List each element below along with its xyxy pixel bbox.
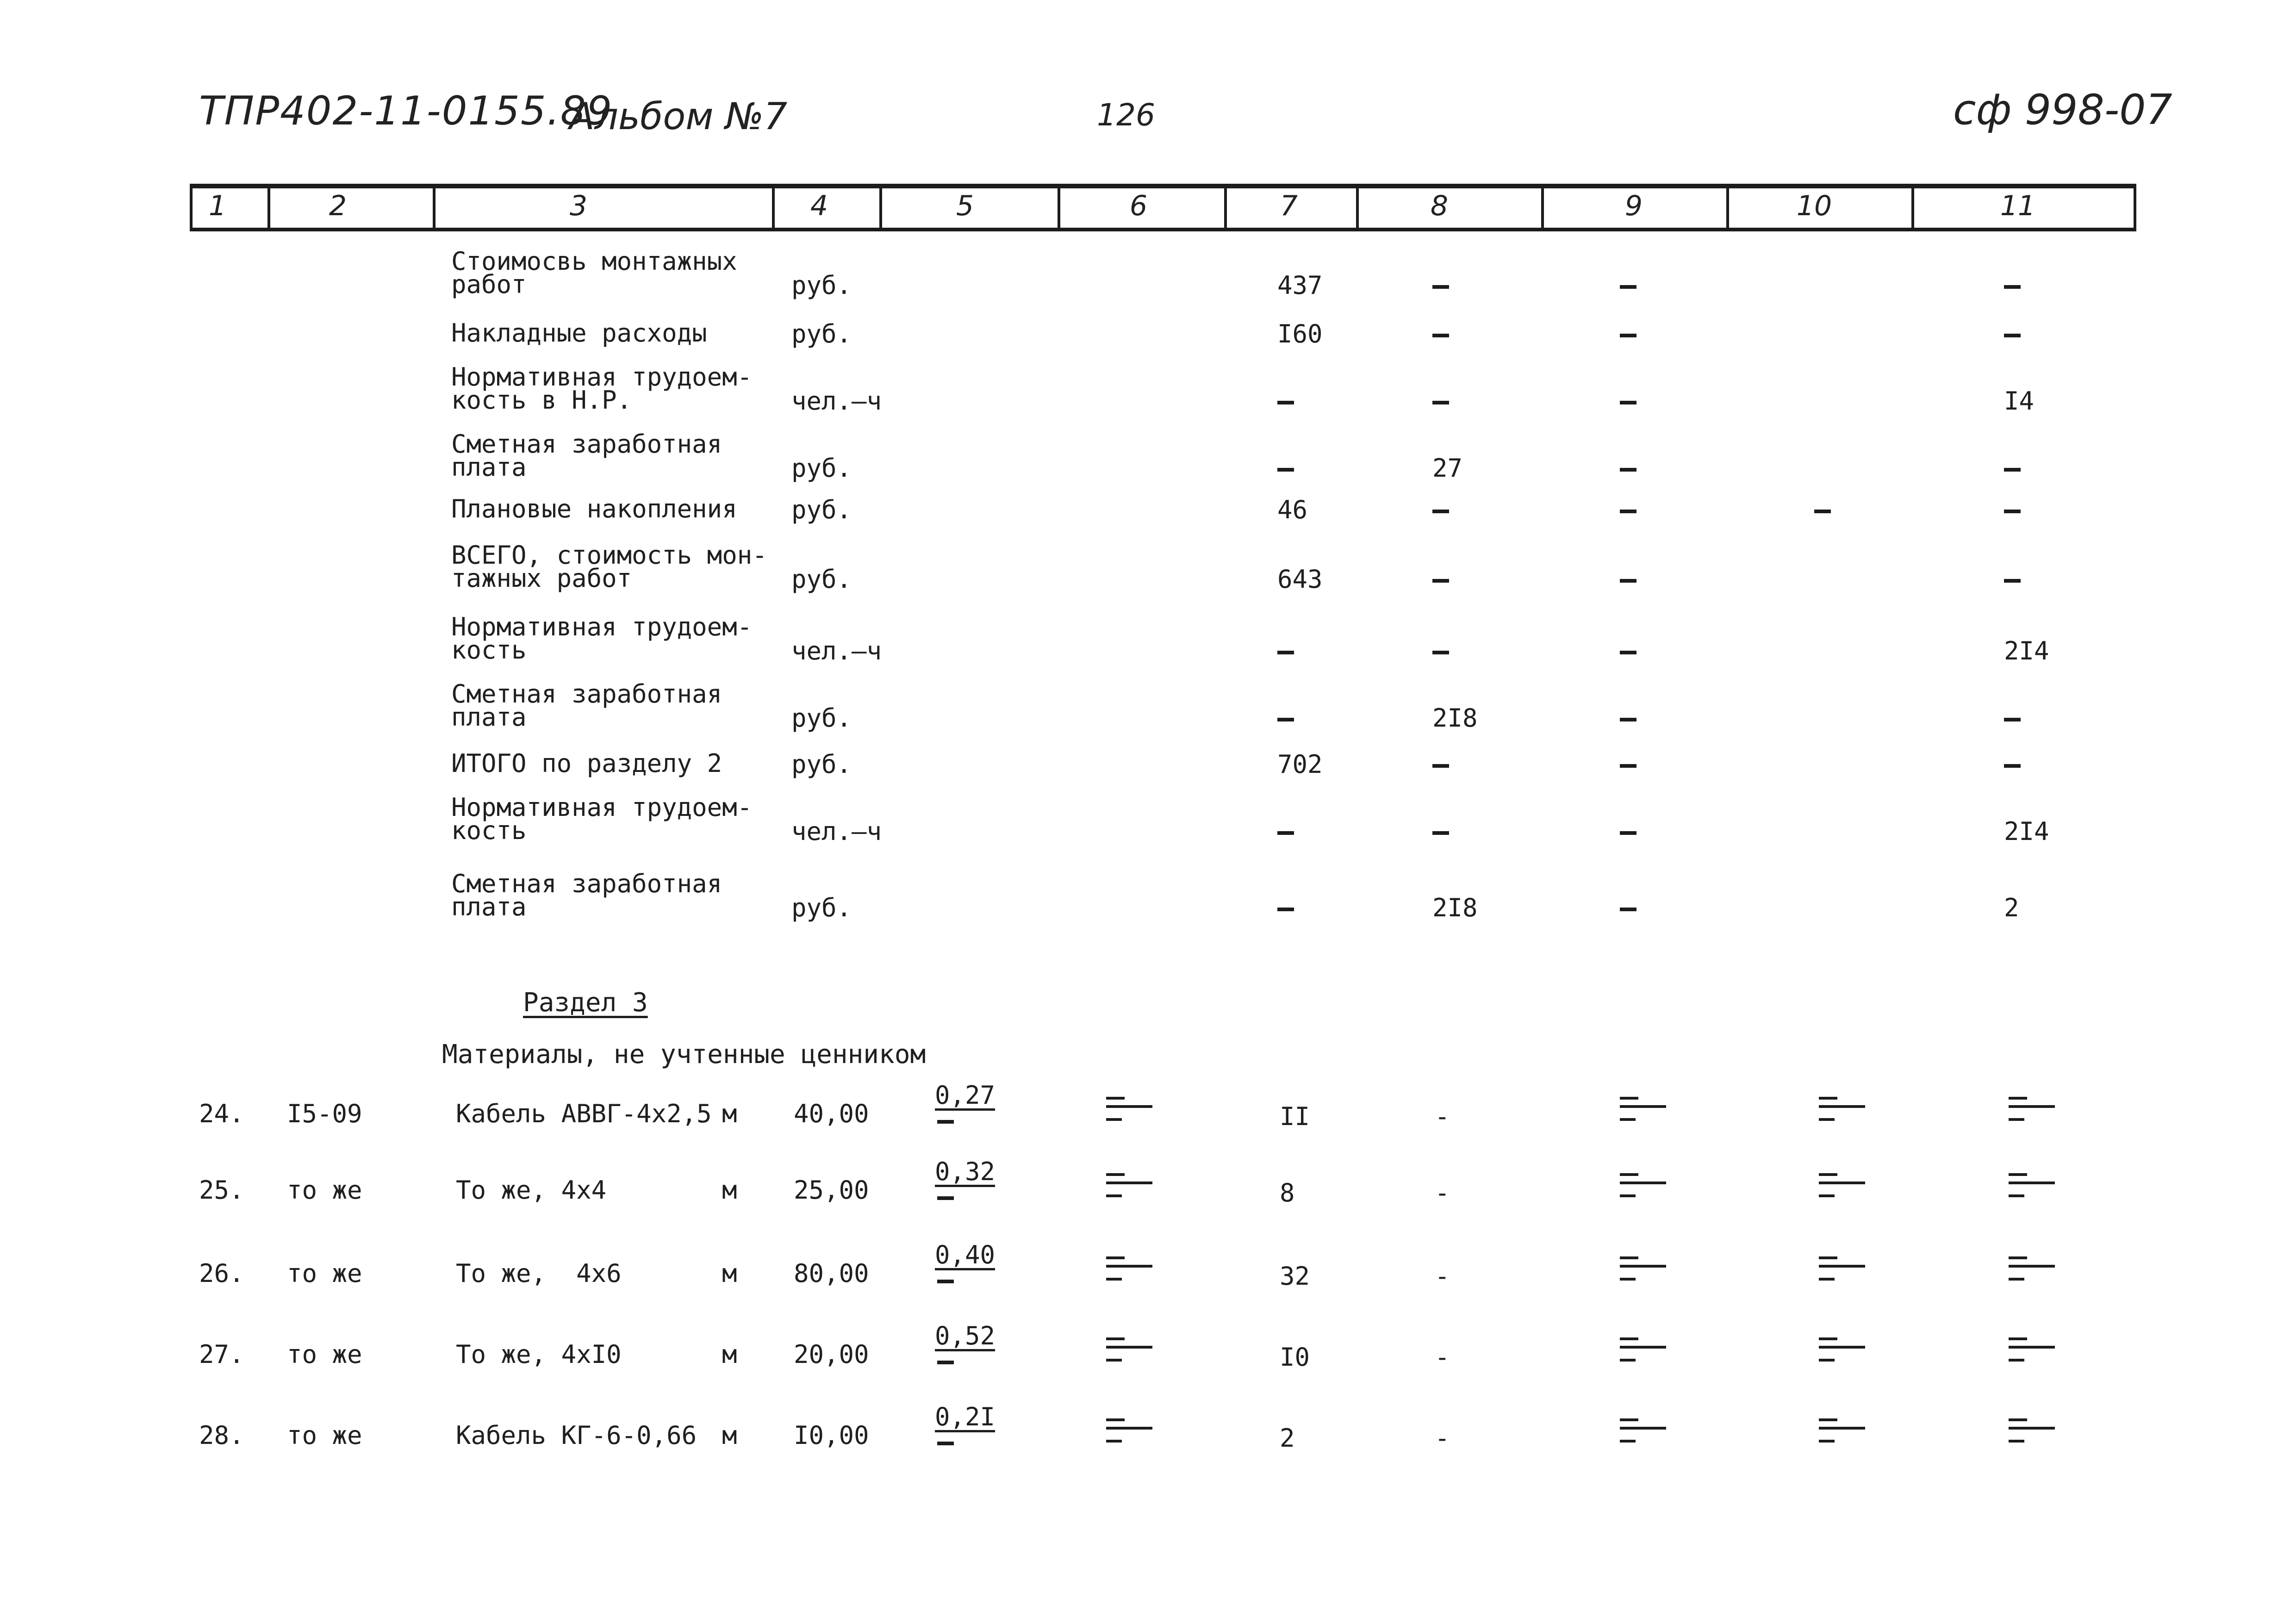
signature-mark: сф 998-07 — [1953, 86, 2172, 134]
row-code: то же — [287, 1175, 362, 1205]
dash-mark — [1620, 651, 1636, 654]
cell-col7: I60 — [1277, 319, 1323, 348]
cell-col8: 2I8 — [1432, 893, 1478, 922]
column-number: 2 — [329, 190, 347, 222]
dash-mark — [937, 1442, 954, 1445]
row-label: ИТОГО по разделу 2 — [451, 749, 722, 778]
double-dash-mark — [2009, 1337, 2060, 1365]
material-name: То же, 4х6 — [456, 1259, 622, 1288]
dash-mark — [1620, 831, 1636, 835]
column-number: 10 — [1796, 190, 1832, 222]
cell-col8: - — [1435, 1343, 1450, 1372]
material-name: То же, 4хI0 — [456, 1340, 622, 1369]
column-separator — [1356, 184, 1359, 231]
double-dash-mark — [1819, 1173, 1870, 1201]
column-separator — [433, 184, 436, 231]
dash-mark — [1432, 334, 1449, 337]
dash-mark — [1432, 401, 1449, 404]
dash-mark — [2004, 468, 2021, 472]
row-unit: руб. — [791, 703, 852, 733]
section-3-subtitle: Материалы, не учтенные ценником — [442, 1039, 926, 1070]
column-number: 7 — [1280, 190, 1298, 222]
cell-col8: 2I8 — [1432, 703, 1478, 733]
dash-mark — [1277, 401, 1294, 404]
double-dash-mark — [1106, 1256, 1157, 1284]
dash-mark — [1620, 718, 1636, 721]
column-number: 1 — [208, 190, 227, 222]
cell-col7: 702 — [1277, 750, 1323, 779]
column-number: 8 — [1430, 190, 1449, 222]
row-label: Сметная заработная плата — [451, 869, 722, 921]
dash-mark — [1432, 764, 1449, 768]
double-dash-mark — [1106, 1418, 1157, 1446]
cell-col7: 8 — [1280, 1178, 1295, 1207]
row-label: Стоимосвь монтажных работ — [451, 247, 737, 299]
row-quantity: 80,00 — [794, 1259, 869, 1288]
section-3-title: Раздел 3 — [523, 988, 648, 1018]
row-label: Нормативная трудоем- кость — [451, 612, 753, 665]
dash-mark — [937, 1120, 954, 1124]
cell-col11: I4 — [2004, 386, 2035, 416]
dash-mark — [1432, 579, 1449, 583]
column-separator — [2134, 184, 2136, 231]
cell-col8: - — [1435, 1102, 1450, 1131]
page-number: 126 — [1097, 97, 1155, 133]
dash-mark — [1277, 718, 1294, 721]
double-dash-mark — [1819, 1418, 1870, 1446]
double-dash-mark — [1620, 1173, 1671, 1201]
column-number: 11 — [2000, 190, 2036, 222]
row-label: Сметная заработная плата — [451, 429, 722, 482]
column-number: 4 — [810, 190, 828, 222]
row-quantity: 20,00 — [794, 1340, 869, 1369]
row-number: 26. — [199, 1259, 244, 1288]
dash-mark — [2004, 334, 2021, 337]
material-name: Кабель КГ-6-0,66 — [456, 1421, 697, 1450]
column-separator — [772, 184, 775, 231]
double-dash-mark — [1819, 1337, 1870, 1365]
cell-col7: 46 — [1277, 495, 1308, 524]
column-separator — [1224, 184, 1227, 231]
column-number: 5 — [956, 190, 974, 222]
column-number: 9 — [1624, 190, 1643, 222]
dash-mark — [1620, 468, 1636, 472]
dash-mark — [1432, 651, 1449, 654]
row-quantity: 40,00 — [794, 1099, 869, 1128]
column-separator — [268, 184, 270, 231]
double-dash-mark — [1620, 1337, 1671, 1365]
dash-mark — [2004, 579, 2021, 583]
dash-mark — [1432, 285, 1449, 289]
row-unit: м — [722, 1340, 737, 1369]
cell-col7: 32 — [1280, 1262, 1310, 1291]
dash-mark — [937, 1280, 954, 1283]
dash-mark — [1432, 831, 1449, 835]
double-dash-mark — [1620, 1097, 1671, 1125]
double-dash-mark — [1620, 1418, 1671, 1446]
double-dash-mark — [1819, 1256, 1870, 1284]
column-separator — [1726, 184, 1729, 231]
double-dash-mark — [1620, 1256, 1671, 1284]
column-number: 6 — [1129, 190, 1148, 222]
table-top-rule — [190, 184, 2134, 188]
double-dash-mark — [2009, 1418, 2060, 1446]
album-label: Альбом №7 — [569, 95, 788, 138]
dash-mark — [1620, 764, 1636, 768]
row-number: 27. — [199, 1340, 244, 1369]
material-name: То же, 4х4 — [456, 1175, 607, 1205]
double-dash-mark — [2009, 1097, 2060, 1125]
row-code: то же — [287, 1421, 362, 1450]
double-dash-mark — [1106, 1097, 1157, 1125]
row-unit: м — [722, 1175, 737, 1205]
table-header-bottom-rule — [190, 228, 2134, 231]
cell-col7: 437 — [1277, 271, 1323, 300]
row-number: 28. — [199, 1421, 244, 1450]
row-unit: чел.–ч — [791, 636, 882, 665]
row-unit: руб. — [791, 565, 852, 594]
cell-col7: II — [1280, 1102, 1310, 1131]
column-separator — [1058, 184, 1060, 231]
row-code: I5-09 — [287, 1099, 362, 1128]
row-label: Сметная заработная плата — [451, 679, 722, 732]
dash-mark — [1432, 510, 1449, 513]
row-label: Плановые накопления — [451, 494, 737, 523]
row-unit: руб. — [791, 750, 852, 779]
row-unit: м — [722, 1259, 737, 1288]
cell-col8: - — [1435, 1262, 1450, 1291]
dash-mark — [1277, 468, 1294, 472]
dash-mark — [2004, 510, 2021, 513]
cell-col11: 2I4 — [2004, 636, 2049, 665]
dash-mark — [1620, 285, 1636, 289]
double-dash-mark — [2009, 1173, 2060, 1201]
unit-price: 0,52 — [935, 1321, 996, 1350]
row-quantity: I0,00 — [794, 1421, 869, 1450]
doc-code: ТПР402-11-0155.89 — [199, 88, 613, 134]
row-code: то же — [287, 1340, 362, 1369]
dash-mark — [1620, 510, 1636, 513]
row-label: Нормативная трудоем- кость — [451, 793, 753, 845]
column-separator — [879, 184, 882, 231]
row-unit: руб. — [791, 454, 852, 483]
cell-col7: 2 — [1280, 1424, 1295, 1453]
double-dash-mark — [2009, 1256, 2060, 1284]
dash-mark — [1620, 579, 1636, 583]
unit-price: 0,32 — [935, 1157, 996, 1186]
dash-mark — [2004, 718, 2021, 721]
row-unit: м — [722, 1421, 737, 1450]
column-separator — [1541, 184, 1544, 231]
row-unit: руб. — [791, 319, 852, 348]
row-unit: чел.–ч — [791, 817, 882, 846]
double-dash-mark — [1819, 1097, 1870, 1125]
row-label: Нормативная трудоем- кость в Н.Р. — [451, 362, 753, 415]
cell-col8: 27 — [1432, 454, 1463, 483]
dash-mark — [937, 1361, 954, 1364]
unit-price: 0,27 — [935, 1081, 996, 1110]
dash-mark — [1277, 651, 1294, 654]
dash-mark — [1277, 908, 1294, 911]
row-number: 24. — [199, 1099, 244, 1128]
cell-col8: - — [1435, 1178, 1450, 1207]
unit-price: 0,2I — [935, 1402, 996, 1431]
row-label: ВСЕГО, стоимость мон- тажных работ — [451, 541, 767, 593]
dash-mark — [937, 1196, 954, 1200]
row-code: то же — [287, 1259, 362, 1288]
cell-col8: - — [1435, 1424, 1450, 1453]
column-number: 3 — [569, 190, 588, 222]
material-name: Кабель АВВГ-4х2,5 — [456, 1099, 712, 1128]
row-unit: руб. — [791, 495, 852, 524]
row-quantity: 25,00 — [794, 1175, 869, 1205]
row-unit: руб. — [791, 271, 852, 300]
cell-col11: 2 — [2004, 893, 2019, 922]
dash-mark — [1620, 908, 1636, 911]
unit-price: 0,40 — [935, 1240, 996, 1269]
dash-mark — [1620, 401, 1636, 404]
cell-col11: 2I4 — [2004, 817, 2049, 846]
dash-mark — [1620, 334, 1636, 337]
row-label: Накладные расходы — [451, 318, 707, 348]
row-unit: чел.–ч — [791, 386, 882, 416]
dash-mark — [1277, 831, 1294, 835]
double-dash-mark — [1106, 1337, 1157, 1365]
row-unit: руб. — [791, 893, 852, 922]
cell-col7: 643 — [1277, 565, 1323, 594]
dash-mark — [2004, 764, 2021, 768]
double-dash-mark — [1106, 1173, 1157, 1201]
column-separator — [1911, 184, 1914, 231]
dash-mark — [1814, 510, 1831, 513]
row-unit: м — [722, 1099, 737, 1128]
row-number: 25. — [199, 1175, 244, 1205]
dash-mark — [2004, 285, 2021, 289]
cell-col7: I0 — [1280, 1343, 1310, 1372]
